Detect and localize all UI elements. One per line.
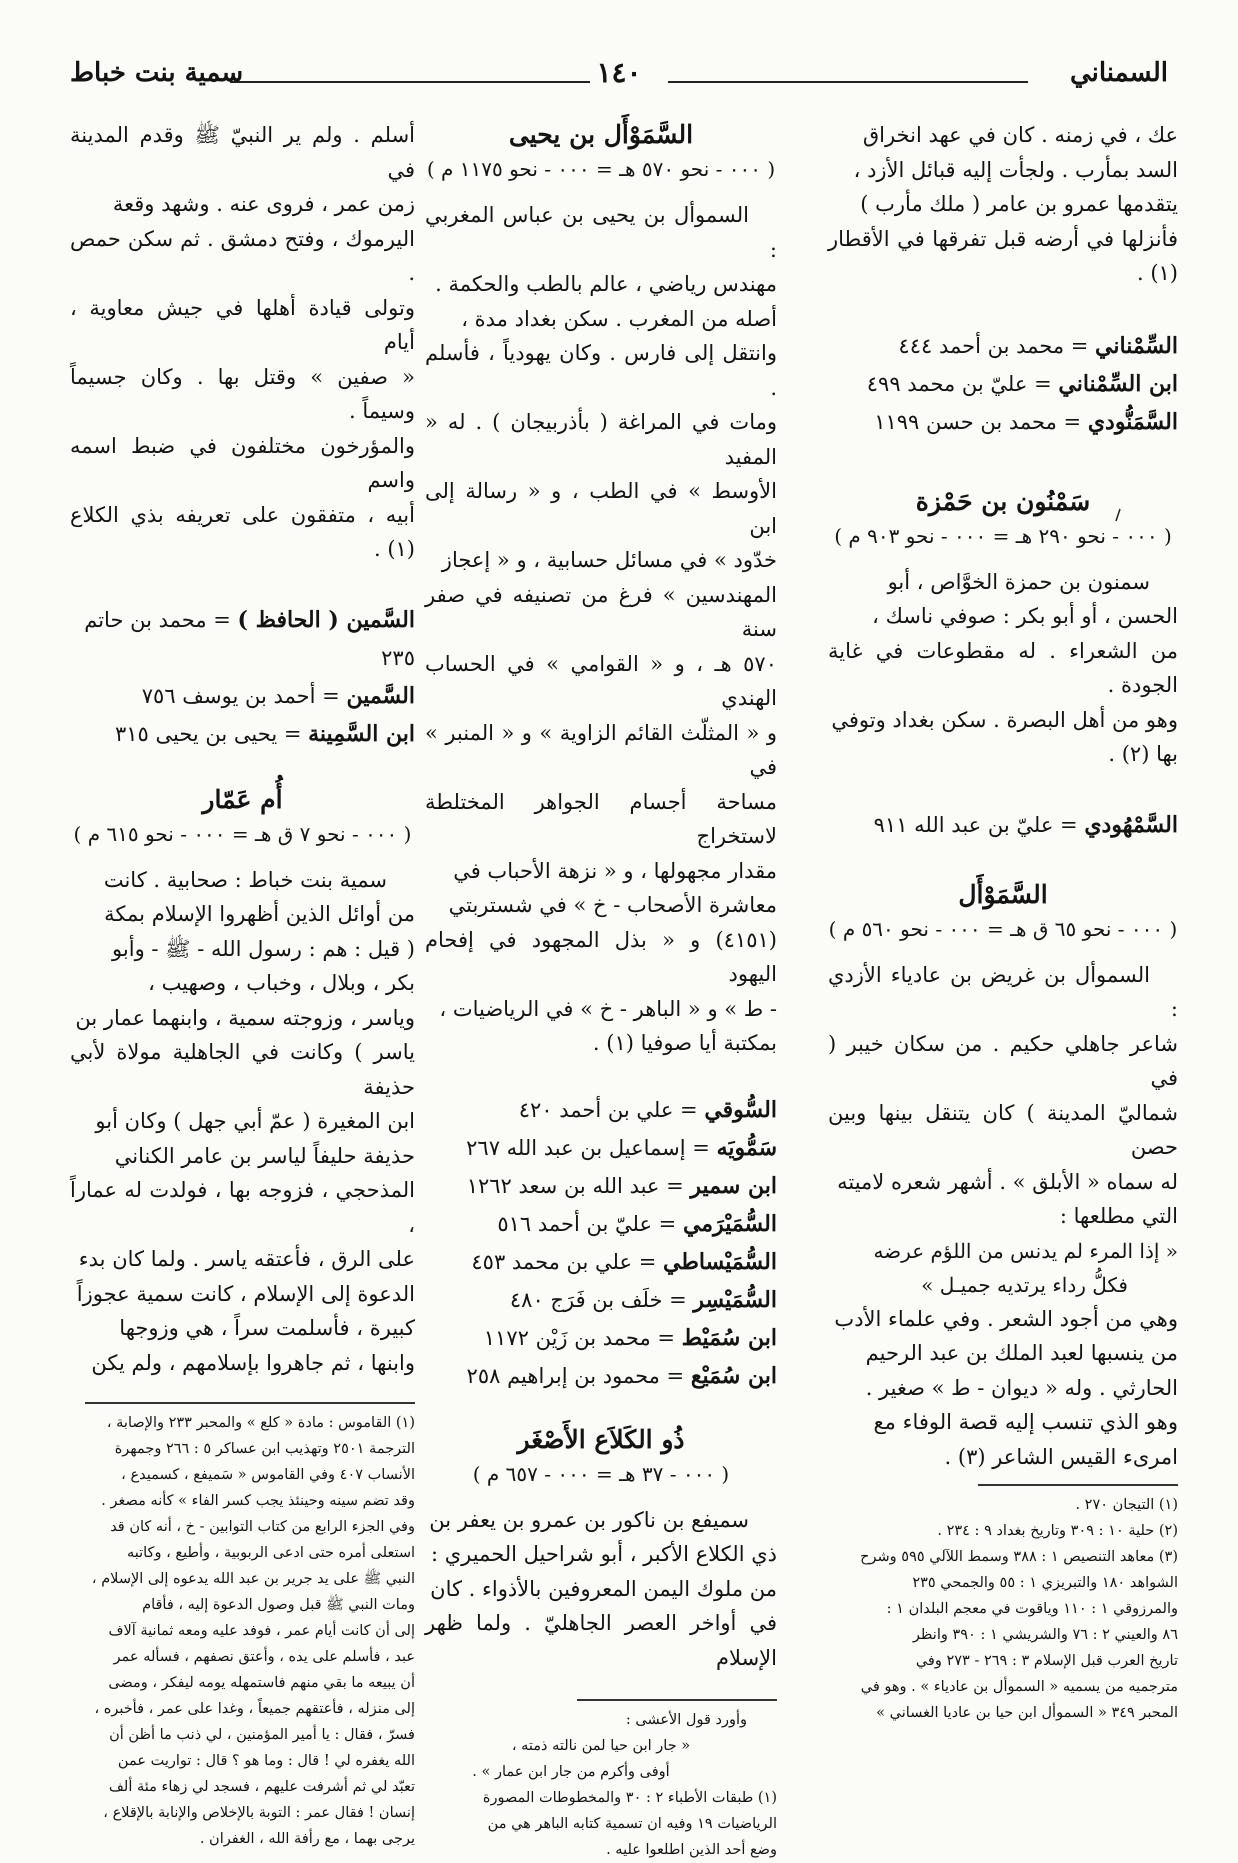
footnote-line: (١) التيجان ٢٧٠ . xyxy=(1075,1496,1178,1513)
page-number: ١٤٠ xyxy=(584,56,653,89)
cross-reference xyxy=(425,1281,777,1319)
footnote-line: تاريخ العرب قبل الإسلام ٣ : ٢٦٩ - ٢٧٣ وفي xyxy=(915,1652,1178,1669)
footnote-line: (١) القاموس : مادة « كلع » والمحبر ٢٣٣ والإصابة ، xyxy=(106,1414,415,1431)
text-line: وهي من أجود الشعر . وفي علماء الأدب xyxy=(834,1306,1178,1331)
entry-title: السَّمَوْأَل بن يحيى xyxy=(508,120,694,149)
text-line: أبيه ، متفقون على تعريفه بذي الكلاع (١) . xyxy=(70,502,415,561)
footnote-line: الترجمة ٢٥٠١ وتهذيب ابن عساكر ٥ : ٢٦٦ وجمهرة xyxy=(114,1440,415,1457)
text-line: وتولى قيادة أهلها في جيش معاوية ، أيام xyxy=(70,295,415,354)
xref-target: = محمد بن أحمد ٤٤٤ xyxy=(898,333,1089,358)
footnote-line: إلى أن كانت أيام عمر ، فوفد عليه ومعه ثمانية آلاف xyxy=(108,1622,415,1639)
text-line: السموأل بن يحيى بن عباس المغربي : xyxy=(425,203,777,262)
text-line: الدعوة إلى الإسلام ، كانت سمية عجوزاً xyxy=(76,1281,415,1306)
footnote-line: والمرزوقي ١ : ١١٠ وياقوت في معجم البلدان ١ : xyxy=(886,1600,1178,1617)
xref-target: = عليّ بن أحمد ٥١٦ xyxy=(497,1211,677,1236)
text-line: مقدار مجهولها ، و « نزهة الأحباب في xyxy=(453,858,777,883)
text-line: شماليّ المدينة ) كان يتنقل بينها وبين حصن xyxy=(828,1100,1178,1159)
text-line: الأوسط » في الطب ، و « رسالة إلى ابن xyxy=(425,479,777,538)
text-line: (٤١٥١) و « بذل المجهود في إفحام اليهود xyxy=(425,927,777,986)
footnote-line: (١) طبقات الأطباء ٢ : ٣٠ والمخطوطات المصورة xyxy=(482,1789,777,1806)
entry-dates: ( ٠٠٠ - نحو ٥٧٠ هـ = ٠٠٠ - نحو ١١٧٥ م ) xyxy=(426,157,776,181)
footnote-line: الأنساب ٤٠٧ وفي القاموس « سَميفع ، كسميدع ، xyxy=(121,1466,415,1483)
text-line: « صفين » وقتل بها . وكان جسيماً وسيماً . xyxy=(70,364,415,423)
text-line: السموأل بن غريض بن عادياء الأزدي : xyxy=(828,962,1178,1021)
cross-reference xyxy=(70,601,415,677)
text-line: شاعر جاهلي حكيم . من سكان خيبر ( في xyxy=(828,1031,1178,1090)
text-line: في أواخر العصر الجاهليّ . ولما ظهر الإسلام xyxy=(425,1611,777,1670)
cross-reference xyxy=(425,1129,777,1167)
text-line: و « المثلّث القائم الزاوية » و « المنبر » في xyxy=(425,720,777,779)
entry-title: السَّمَوْأَل xyxy=(958,879,1048,909)
footnote-line: ومات النبي ﷺ قبل وصول الدعوة إليه ، فأقام xyxy=(142,1596,415,1613)
xref-target: = محمد بن حسن ١١٩٩ xyxy=(874,409,1082,434)
verse-line: « إذا المرء لم يدنس من اللؤم عرضه xyxy=(873,1238,1178,1263)
text-line: على الرق ، فأعتقه ياسر . ولما كان بدء xyxy=(78,1247,415,1271)
text-line: من ينسبها لعبد الملك بن عبد الرحيم xyxy=(865,1341,1178,1365)
footnote-rule xyxy=(577,1699,777,1701)
text-line: الحارثي . وله « ديوان - ط » صغير . xyxy=(865,1375,1178,1400)
footnote-rule xyxy=(85,1402,415,1404)
text-line: بمكتبة أيا صوفيا (١) . xyxy=(592,1031,777,1055)
xref-name: السُّمَيْساطي xyxy=(663,1248,777,1275)
text-line: المذحجي ، فزوجه بها ، فولدت له عماراً ، xyxy=(70,1178,415,1237)
xref-target: = علي بن أحمد ٤٢٠ xyxy=(518,1097,698,1122)
xref-target: = محمد بن زَيْن ١١٧٢ xyxy=(483,1325,675,1350)
text-line: له سماه « الأبلق » . أشهر شعره لاميته xyxy=(837,1169,1178,1194)
xref-target: = إسماعيل بن عبد الله ٢٦٧ xyxy=(466,1135,710,1160)
footnote-line: (٢) حلية ١٠ : ٣٠٩ وتاريخ بغداد ٩ : ٢٣٤ . xyxy=(937,1522,1178,1539)
text-line: حذيفة حليفاً لياسر بن عامر الكناني xyxy=(114,1143,415,1168)
text-line: سمنون بن حمزة الخوَّاص ، أبو xyxy=(887,569,1150,594)
xref-name: ابن السِّمْناني xyxy=(1058,370,1178,397)
xref-name: ابن سمير xyxy=(690,1172,777,1199)
xref-name: السُّوقي xyxy=(704,1096,777,1123)
xref-name: السَّمين ( الحافظ ) xyxy=(237,606,415,633)
text-line: وهو من أهل البصرة . سكن بغداد وتوفي xyxy=(831,707,1178,732)
xref-target: = أحمد بن يوسف ٧٥٦ xyxy=(141,683,340,708)
text-line: ومات في المراغة ( بأذربيجان ) . له « المفيد xyxy=(425,410,777,469)
xref-name: ابن السَّمِينة xyxy=(308,720,415,747)
footnote-line: عبد ، فأسلم على يده ، وأعتق نصفهم ، فسأله عمر xyxy=(113,1648,415,1665)
footnote-line: المحبر ٣٤٩ « السموأل ابن حيا بن عاديا الغساني » xyxy=(876,1704,1178,1721)
xref-name: السَّمَنُّودي xyxy=(1087,408,1178,435)
entry-dates: ( ٠٠٠ - نحو ٦٥ ق هـ = ٠٠٠ - نحو ٥٦٠ م ) xyxy=(828,916,1178,941)
xref-name: ابن سُمَيْط xyxy=(681,1324,777,1351)
xref-name: ابن سُمَيْع xyxy=(690,1362,777,1389)
text-line: التي مطلعها : xyxy=(1059,1204,1178,1228)
cross-reference xyxy=(828,806,1178,844)
text-line: وانتقل إلى فارس . وكان يهودياً ، فأسلم . xyxy=(425,341,777,400)
text-line: أصله من المغرب . سكن بغداد مدة ، xyxy=(461,306,777,331)
footnote-verse: أوفى وأكرم من جار ابن عمار » . xyxy=(472,1763,670,1780)
footnote-line: يرجى بهما ، مع رأفة الله ، الغفران . xyxy=(199,1830,415,1847)
cross-reference xyxy=(425,1167,777,1205)
xref-name: السَّمْهُودي xyxy=(1084,811,1178,838)
text-line: سمية بنت خباط : صحابية . كانت xyxy=(103,867,387,892)
cross-reference xyxy=(425,1319,777,1357)
entry-title: ذُو الكَلاَع الأَصْغَر xyxy=(517,1424,685,1454)
xref-name: السُّمَيْرَمي xyxy=(682,1210,777,1237)
xref-target: = محمود بن إبراهيم ٢٥٨ xyxy=(466,1363,685,1388)
text-line: يتقدمها عمرو بن عامر ( ملك مأرب ) xyxy=(860,192,1178,216)
footnote-line: إلى منزله ، فأعتقهم جميعاً ، وغدا على عمر ، فأخبره ، xyxy=(94,1700,415,1717)
footnote-line: الله يغفره لي ! قال : وما هو ؟ قال : تواريت عمن xyxy=(117,1752,415,1769)
cross-reference xyxy=(425,1357,777,1395)
text-line: سميفع بن ناكور بن عمرو بن يعفر بن xyxy=(429,1507,749,1532)
text-line: من الشعراء . له مقطوعات في غاية الجودة . xyxy=(828,638,1178,697)
xref-target: = عليّ بن محمد ٤٩٩ xyxy=(866,371,1052,396)
text-line: ياسر ) وكانت في الجاهلية مولاة لأبي حذيفة xyxy=(70,1040,415,1099)
footnote-line: تعبّد لي ثم أشرفت عليهم ، فسجد لي زهاء مئة ألف xyxy=(108,1778,415,1795)
cross-reference xyxy=(828,403,1178,441)
footnote-line: وفي الجزء الرابع من كتاب التوابين - خ ، أنه كان قد xyxy=(110,1518,415,1535)
footnote-line: مترجميه من يسميه « السموأل بن عادياء » . وهو في xyxy=(860,1678,1178,1695)
column-middle xyxy=(425,118,777,1863)
text-line: وابنها ، ثم جاهروا بإسلامهم ، ولم يكن xyxy=(91,1350,415,1375)
verse-line: فكلُّ رداء يرتديه جميـل » xyxy=(921,1272,1128,1297)
column-right xyxy=(828,118,1178,1726)
text-line: امرىء القيس الشاعر (٣) . xyxy=(944,1444,1178,1469)
footnote-line: ٨٦ والعيني ٢ : ٧٦ والشريشي ١ : ٣٩٠ وانظر xyxy=(912,1626,1178,1643)
entry-title: سَمْنُون بن حَمْزة xyxy=(915,486,1091,516)
text-line: أسلم . ولم ير النبيّ ﷺ وقدم المدينة في xyxy=(70,123,415,182)
cross-reference xyxy=(828,365,1178,403)
text-line: الحسن ، أو أبو بكر : صوفي ناسك ، xyxy=(872,604,1178,628)
text-line: وهو الذي تنسب إليه قصة الوفاء مع xyxy=(873,1410,1178,1434)
header-rule-right xyxy=(668,81,1028,83)
text-line: معاشرة الأصحاب - خ » في شستربتي xyxy=(448,893,777,917)
footnote-line: وضع أحد الذين اطلعوا عليه . xyxy=(606,1841,777,1858)
footnote-rule xyxy=(978,1484,1178,1486)
text-line: السد بمأرب . ولجأت إليه قبائل الأزد ، xyxy=(853,157,1178,182)
header-entry-start: السمناني xyxy=(1069,58,1168,88)
text-line: اليرموك ، وفتح دمشق . ثم سكن حمص . xyxy=(70,226,415,285)
text-line: كبيرة ، فأسلمت سراً ، هي وزوجها xyxy=(119,1316,415,1340)
xref-target: = علي بن محمد ٤٥٣ xyxy=(471,1249,657,1274)
text-line: المهندسين » فرغ من تصنيفه في صفر سنة xyxy=(425,582,777,641)
text-line: مساحة أجسام الجواهر المختلطة لاستخراج xyxy=(425,789,777,848)
text-line: بكر ، وبلال ، وخباب ، وصهيب ، xyxy=(148,971,415,995)
text-line: - ط » و « الباهر - خ » في الرياضيات ، xyxy=(439,996,777,1021)
xref-target: = عليّ بن عبد الله ٩١١ xyxy=(873,812,1078,837)
cross-reference xyxy=(828,327,1178,365)
text-line: من أوائل الذين أظهروا الإسلام بمكة xyxy=(104,902,415,926)
entry-dates: ( ٠٠٠ - نحو ٧ ق هـ = ٠٠٠ - نحو ٦١٥ م ) xyxy=(73,821,412,846)
cross-reference xyxy=(70,715,415,753)
text-line: ذي الكلاع الأكبر ، أبو شراحيل الحميري : xyxy=(430,1542,777,1566)
xref-name: السِّمْناني xyxy=(1095,332,1178,359)
header-entry-end: سمية بنت خباط xyxy=(70,58,244,88)
footnote-line: وأورد قول الأعشى : xyxy=(625,1711,747,1728)
text-line: مهندس رياضي ، عالم بالطب والحكمة . xyxy=(435,272,777,296)
text-line: ( قيل : هم : رسول الله - ﷺ - وأبو xyxy=(112,936,415,961)
entry-dates: ( ٠٠٠ - نحو ٢٩٠ هـ = ٠٠٠ - نحو ٩٠٣ م ) xyxy=(834,523,1172,548)
text-line: من ملوك اليمن المعروفين بالأذواء . كان xyxy=(430,1576,777,1601)
footnote-line: استعلى أمره حتى ادعى الربوبية ، وأطيع ، وكاتبه xyxy=(126,1544,415,1561)
text-line: خدّود » في مسائل حسابية ، و « إعجاز xyxy=(441,548,777,572)
header-rule-left xyxy=(230,81,590,83)
text-line: وياسر ، وزوجته سمية ، وابنهما عمار بن xyxy=(75,1005,415,1030)
text-line: والمؤرخون مختلفون في ضبط اسمه واسم xyxy=(70,433,415,492)
text-line: فأنزلها في أرضه قبل تفرقها في الأقطار (١) . xyxy=(828,226,1178,285)
entry-dates: ( ٠٠٠ - ٣٧ هـ = ٠٠٠ - ٦٥٧ م ) xyxy=(472,1461,730,1486)
stray-mark xyxy=(1114,508,1122,522)
text-line: زمن عمر ، فروى عنه . وشهد وقعة xyxy=(112,192,415,216)
running-header xyxy=(70,56,1168,96)
footnote-line: النبي ﷺ على يد جرير بن عبد الله يدعوه إلى الإسلام ، xyxy=(91,1570,415,1587)
footnote-line: الرياضيات ١٩ وفيه ان تسمية كتابه الباهر هي من xyxy=(487,1815,777,1832)
entry-title: أُم عَمّار xyxy=(202,784,283,814)
column-left xyxy=(70,118,415,1852)
text-line: بها (٢) . xyxy=(1108,742,1178,766)
text-line: ٥٧٠ هـ ، و « القوامي » في الحساب الهندي xyxy=(425,651,777,710)
text-line: ابن المغيرة ( عمّ أبي جهل ) وكان أبو xyxy=(95,1109,415,1133)
xref-target: = خلَف بن فَرَج ٤٨٠ xyxy=(509,1287,687,1312)
cross-reference xyxy=(425,1091,777,1129)
footnote-line: الشواهد ١٨٠ والتبريزي ١ : ٥٥ والجمحي ٢٣٥ xyxy=(912,1574,1178,1591)
xref-name: سَمُّويَه xyxy=(716,1134,777,1161)
cross-reference xyxy=(425,1243,777,1281)
xref-target: = محمد بن حاتم ٢٣٥ xyxy=(84,607,415,670)
footnote-line: إنسان ! فقال عمر : التوبة بالإخلاص والإنابة بالإقلاع ، xyxy=(103,1804,415,1821)
xref-name: السُّمَيْسِر xyxy=(693,1286,777,1313)
footnote-line: (٣) معاهد التنصيص ١ : ٣٨٨ وسمط اللآلي ٥٩٥ وشرح xyxy=(860,1548,1178,1565)
xref-name: السَّمين xyxy=(346,682,415,709)
text-line: عك ، في زمنه . كان في عهد انخراق xyxy=(862,123,1178,147)
footnote-verse: « جار ابن حيا لمن نالته ذمته ، xyxy=(511,1737,691,1754)
footnote-line: فسرّ ، فقال : يا أمير المؤمنين ، لي ذنب ما أظن أن xyxy=(109,1726,415,1743)
xref-target: = عبد الله بن سعد ١٢٦٢ xyxy=(466,1173,684,1198)
footnote-line: وقد تضم سينه وحينئذ يجب كسر الفاء » كأنه مصغر . xyxy=(101,1492,415,1509)
footnote-line: أن يبيعه ما بقي منهم فاستمهله يومه ليفكر ، ومضى xyxy=(108,1674,415,1691)
xref-target: = يحيى بن يحيى ٣١٥ xyxy=(114,721,302,746)
cross-reference xyxy=(425,1205,777,1243)
cross-reference xyxy=(70,677,415,715)
